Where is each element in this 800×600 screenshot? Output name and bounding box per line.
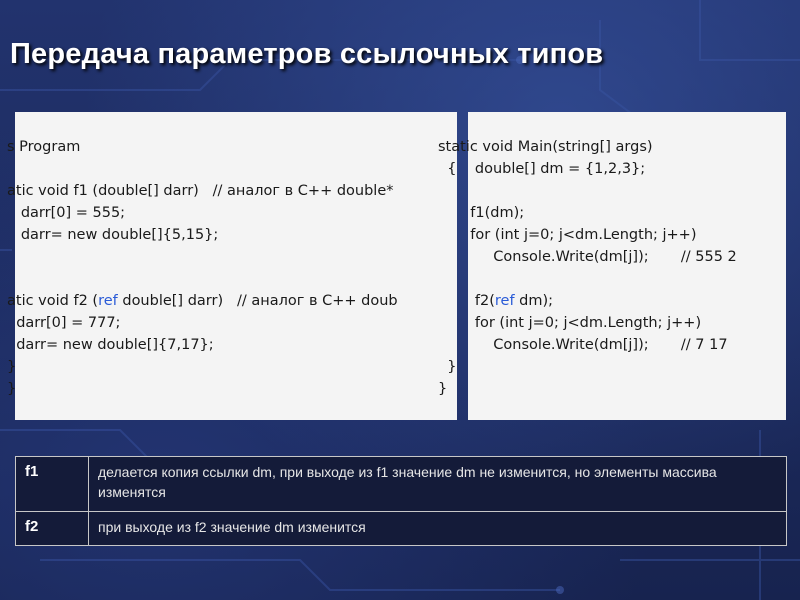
code-line: } bbox=[438, 381, 448, 397]
ref-keyword: ref bbox=[98, 293, 118, 309]
code-text: dm); bbox=[514, 293, 554, 309]
code-line: } bbox=[438, 359, 457, 375]
code-line: darr[0] = 777; bbox=[7, 315, 121, 331]
table-cell-text: при выходе из f2 значение dm изменится bbox=[98, 519, 366, 535]
code-line: atic void f1 (double[] darr) // аналог в С++ double* bbox=[7, 183, 394, 199]
code-line: f1(dm); bbox=[438, 205, 525, 221]
slide-title: Передача параметров ссылочных типов bbox=[10, 38, 604, 70]
code-line: for (int j=0; j<dm.Length; j++) bbox=[438, 227, 697, 243]
code-text: f2( bbox=[438, 293, 495, 309]
code-line: darr= new double[]{5,15}; bbox=[7, 227, 219, 243]
ref-keyword: ref bbox=[494, 293, 515, 309]
code-line: } bbox=[7, 359, 17, 375]
code-line-f2-signature bbox=[7, 292, 398, 310]
code-panel-functions bbox=[7, 112, 457, 420]
code-text: atic void f2 ( bbox=[7, 293, 99, 309]
table-row bbox=[16, 457, 786, 512]
code-line: darr[0] = 555; bbox=[7, 205, 126, 221]
table-cell-key: f2 bbox=[16, 512, 89, 545]
code-line: } bbox=[7, 381, 17, 397]
code-line: { double[] dm = {1,2,3}; bbox=[438, 161, 646, 177]
code-line: static void Main(string[] args) bbox=[438, 139, 653, 155]
table-cell-key: f1 bbox=[16, 457, 89, 511]
code-panel-main bbox=[438, 112, 786, 420]
code-line-f2-call bbox=[438, 292, 553, 310]
code-line: darr= new double[]{7,17}; bbox=[7, 337, 214, 353]
code-line: Console.Write(dm[j]); // 555 2 bbox=[438, 249, 737, 265]
code-text: double[] darr) // аналог в С++ doub bbox=[117, 293, 398, 309]
code-line: s Program bbox=[7, 139, 81, 155]
table-cell-text: делается копия ссылки dm, при выходе из f1 значение dm не изменится, но элементы массива изменятся bbox=[98, 464, 717, 500]
explanation-table bbox=[15, 456, 787, 546]
code-line: Console.Write(dm[j]); // 7 17 bbox=[438, 337, 728, 353]
code-line: for (int j=0; j<dm.Length; j++) bbox=[438, 315, 702, 331]
table-row bbox=[16, 512, 786, 545]
